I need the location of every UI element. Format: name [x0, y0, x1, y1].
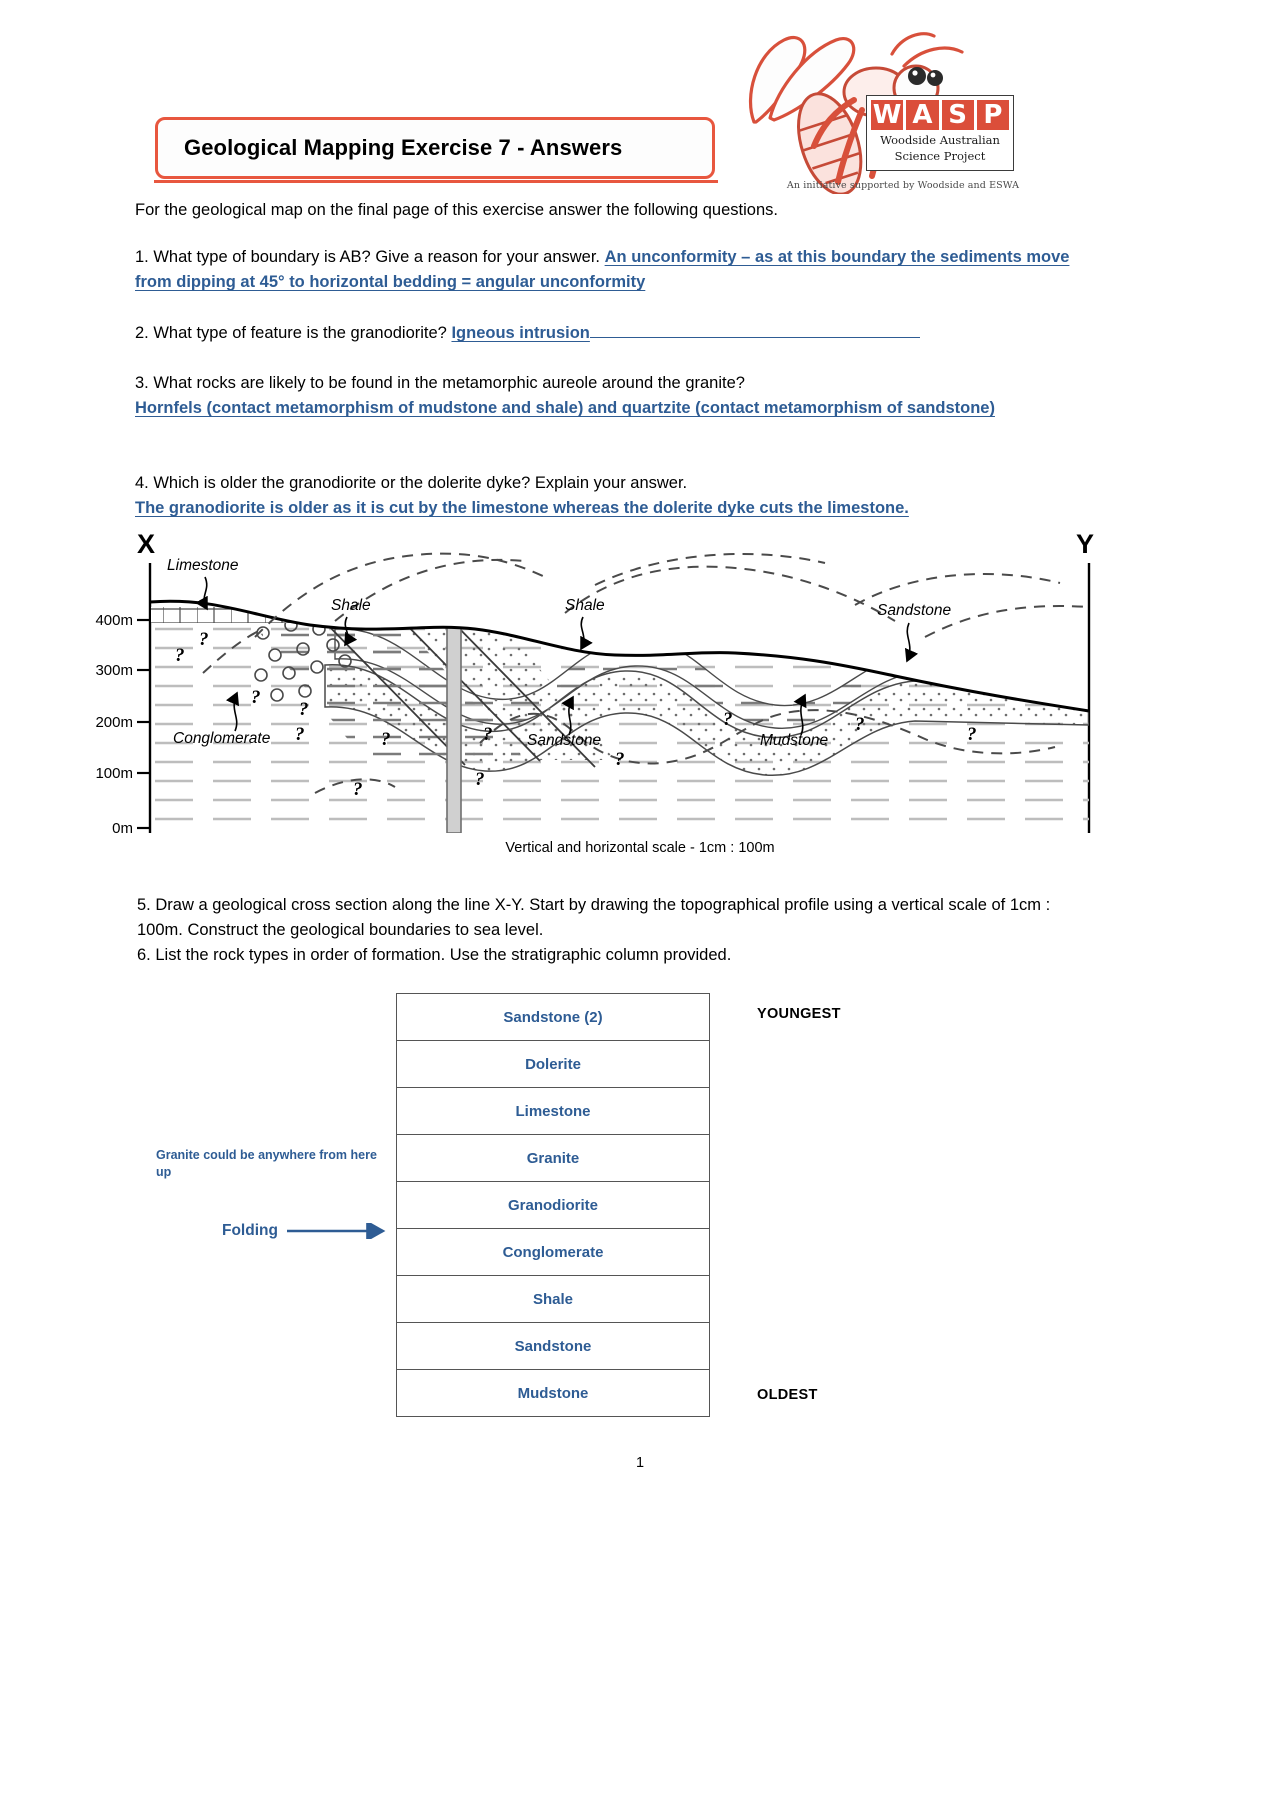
query-mark: ?: [199, 629, 209, 650]
wasp-letter-s: S: [942, 100, 974, 130]
strat-row[interactable]: [397, 1182, 709, 1229]
wasp-subtitle-line1: Woodside Australian: [880, 133, 1000, 147]
question-2-answer-rule: [590, 324, 920, 338]
strat-row[interactable]: [397, 1229, 709, 1276]
strat-row[interactable]: [397, 1323, 709, 1370]
question-1-answer: An unconformity – as at this boundary the sediments move from dipping at 45° to horizontal bedding = angular unconformity: [135, 248, 1070, 291]
strat-cell-label: Granite: [526, 1149, 580, 1167]
question-2: [135, 321, 1095, 346]
query-mark: ?: [295, 724, 305, 745]
strat-row[interactable]: [397, 994, 709, 1041]
query-mark: ?: [723, 709, 733, 730]
query-mark: ?: [353, 779, 363, 800]
label-limestone: Limestone: [167, 557, 239, 574]
label-sandstone-centre: Sandstone: [527, 732, 602, 749]
strat-row[interactable]: [397, 1135, 709, 1182]
wasp-letter-a: A: [906, 100, 938, 130]
question-4-number: 4.: [135, 474, 149, 492]
query-mark: ?: [483, 724, 493, 745]
strat-cell-label: Sandstone (2): [503, 1008, 603, 1026]
wasp-letter-w: W: [872, 100, 902, 130]
question-4-answer: The granodiorite is older as it is cut by the limestone whereas the dolerite dyke cuts the limestone.: [135, 499, 909, 517]
question-3-answer: Hornfels (contact metamorphism of mudstone and shale) and quartzite (contact metamorphism of sandstone): [135, 399, 995, 417]
label-shale-left: Shale: [331, 597, 371, 614]
question-3-number: 3.: [135, 374, 149, 392]
question-6-prompt: List the rock types in order of formation. Use the stratigraphic column provided.: [155, 946, 732, 964]
question-3-prompt: What rocks are likely to be found in the metamorphic aureole around the granite?: [153, 374, 745, 392]
axis-tick-100m: 100m: [95, 765, 133, 782]
label-shale-middle: Shale: [565, 597, 605, 614]
axis-tick-200m: 200m: [95, 714, 133, 731]
folding-arrow-icon: [285, 1223, 395, 1244]
youngest-label: YOUNGEST: [757, 1006, 841, 1022]
scale-caption: Vertical and horizontal scale - 1cm : 100m: [505, 840, 775, 856]
label-sandstone-right: Sandstone: [877, 602, 952, 619]
query-mark: ?: [855, 714, 865, 735]
wasp-letters: [867, 96, 1013, 131]
strat-row[interactable]: [397, 1041, 709, 1088]
question-6: [137, 943, 1097, 968]
question-4-prompt: Which is older the granodiorite or the dolerite dyke? Explain your answer.: [153, 474, 688, 492]
document-title-box: [155, 117, 715, 179]
label-mudstone: Mudstone: [760, 732, 829, 749]
strat-cell-label: Granodiorite: [507, 1196, 598, 1214]
question-4-prompt-line: [135, 471, 1095, 496]
axis-tick-400m: 400m: [95, 612, 133, 629]
strat-cell-label: Limestone: [515, 1102, 591, 1120]
query-mark: ?: [475, 769, 485, 790]
question-2-number: 2.: [135, 324, 149, 342]
strat-row[interactable]: [397, 1370, 709, 1417]
question-1-prompt: What type of boundary is AB? Give a reason for your answer.: [153, 248, 601, 266]
section-marker-y: Y: [1076, 529, 1095, 559]
question-5-number: 5.: [137, 896, 151, 914]
axis-tick-300m: 300m: [95, 662, 133, 679]
query-mark: ?: [615, 749, 625, 770]
folding-note: Folding: [222, 1222, 278, 1239]
query-mark: ?: [299, 699, 309, 720]
question-2-answer: Igneous intrusion: [451, 324, 590, 342]
stratigraphic-column: [396, 993, 710, 1417]
strat-cell-label: Dolerite: [525, 1055, 581, 1073]
wasp-logo: [726, 14, 1026, 194]
geological-cross-section-figure: [95, 525, 1115, 870]
question-5: [137, 893, 1097, 943]
page-number: 1: [635, 1455, 645, 1471]
strat-row[interactable]: [397, 1276, 709, 1323]
section-marker-x: X: [137, 529, 156, 559]
question-3-answer-line: [135, 396, 1095, 421]
question-4: [135, 471, 1095, 521]
label-conglomerate: Conglomerate: [173, 730, 271, 747]
question-4-answer-line: [135, 496, 1095, 521]
wasp-wordmark: [866, 95, 1014, 171]
intro-text: For the geological map on the final page of this exercise answer the following questions.: [135, 201, 778, 219]
question-6-number: 6.: [137, 946, 151, 964]
question-5-prompt: Draw a geological cross section along the line X-Y. Start by drawing the topographical profile using a vertical scale of 1cm : 100m. Construct the geological boundaries to sea level.: [137, 896, 1051, 939]
strat-cell-label: Shale: [532, 1290, 574, 1308]
strat-row[interactable]: [397, 1088, 709, 1135]
question-1: [135, 245, 1095, 295]
oldest-label: OLDEST: [757, 1387, 818, 1403]
strat-cell-label: Conglomerate: [502, 1243, 604, 1261]
query-mark: ?: [175, 645, 185, 666]
granite-note: Granite could be anywhere from here up: [156, 1148, 377, 1179]
questions-5-6: [137, 893, 1097, 968]
wasp-subtitle-line2: Science Project: [894, 149, 986, 163]
question-1-number: 1.: [135, 248, 149, 266]
query-mark: ?: [251, 687, 261, 708]
wasp-letter-p: P: [977, 100, 1009, 130]
wasp-tagline: An initiative supported by Woodside and ESWA: [786, 180, 1020, 191]
query-mark: ?: [381, 729, 391, 750]
question-3-prompt-line: [135, 371, 1095, 396]
query-mark: ?: [967, 724, 977, 745]
question-2-prompt: What type of feature is the granodiorite?: [153, 324, 447, 342]
question-3: [135, 371, 1095, 421]
strat-cell-label: Mudstone: [517, 1384, 589, 1402]
page-title: Geological Mapping Exercise 7 - Answers: [184, 135, 623, 160]
axis-tick-0m: 0m: [112, 820, 133, 837]
strat-cell-label: Sandstone: [514, 1337, 592, 1355]
